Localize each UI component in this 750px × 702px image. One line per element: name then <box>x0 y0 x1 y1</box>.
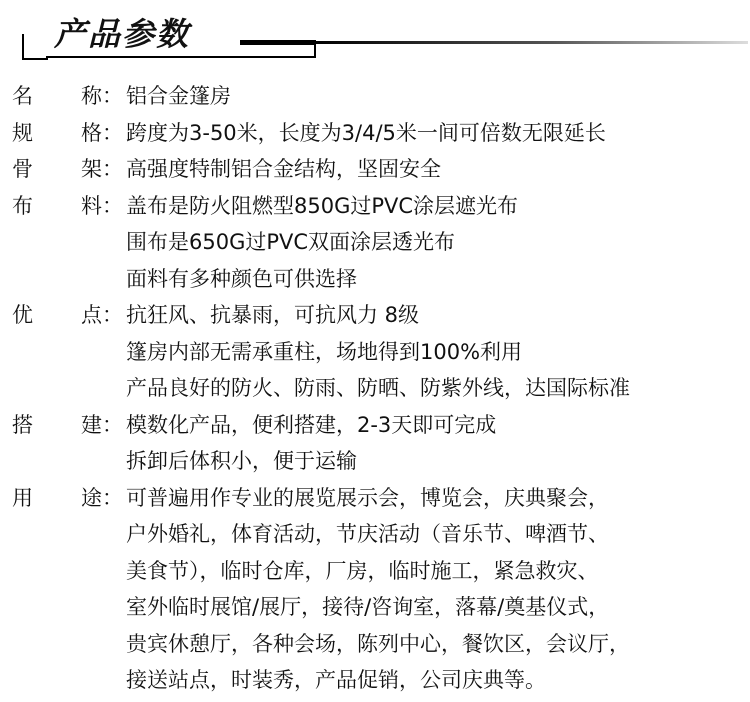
spec-label <box>12 115 102 152</box>
spec-colon: ： <box>102 193 123 218</box>
spec-colon: ： <box>102 120 123 145</box>
spec-value-line: 拆卸后体积小，便于运输 <box>126 449 357 473</box>
spec-label <box>12 151 102 188</box>
spec-value-line: 产品良好的防火、防雨、防晒、防紫外线，达国际标准 <box>126 376 630 400</box>
spec-colon: ： <box>102 485 123 510</box>
spec-value-line: 美食节），临时仓库，厂房，临时施工，紧急救灾、 <box>126 558 599 583</box>
spec-value-line: 户外婚礼，体育活动，节庆活动（音乐节、啤酒节、 <box>126 522 609 546</box>
spec-value <box>126 115 606 152</box>
spec-row <box>0 115 750 152</box>
spec-value-line: 跨度为3-50米，长度为3/4/5米一间可倍数无限延长 <box>126 120 606 145</box>
spec-value-line: 面料有多种颜色可供选择 <box>126 266 357 291</box>
spec-label-char: 称 <box>81 84 102 108</box>
spec-label <box>12 297 102 334</box>
spec-value-line: 可普遍用作专业的展览展示会，博览会，庆典聚会， <box>126 485 609 510</box>
header-gradient-line <box>316 41 748 44</box>
spec-label-char: 规 <box>12 120 33 145</box>
spec-colon: ： <box>102 157 123 181</box>
spec-value-line: 室外临时展馆/展厅，接待/咨询室，落幕/奠基仪式， <box>126 595 610 619</box>
spec-label-char: 优 <box>12 303 33 327</box>
spec-label-char: 点 <box>81 303 102 327</box>
spec-colon: ： <box>102 412 123 437</box>
spec-value <box>126 297 630 407</box>
spec-label-char: 骨 <box>12 157 33 181</box>
spec-label-char: 料 <box>81 193 102 218</box>
spec-row <box>0 480 750 699</box>
spec-row <box>0 297 750 407</box>
spec-label-char: 架 <box>81 157 102 181</box>
spec-value-line: 接送站点，时装秀，产品促销，公司庆典等。 <box>126 668 546 692</box>
spec-row <box>0 151 750 188</box>
spec-value-line: 抗狂风、抗暴雨，可抗风力 8级 <box>126 303 420 327</box>
spec-value-line: 篷房内部无需承重柱，场地得到100%利用 <box>126 339 523 364</box>
spec-label <box>12 78 102 115</box>
header-bracket-decoration <box>22 34 48 60</box>
spec-row <box>0 407 750 480</box>
spec-value-line: 围布是650G过PVC双面涂层透光布 <box>126 230 456 254</box>
header-divider-post <box>314 42 316 58</box>
spec-label-char: 格 <box>81 120 102 145</box>
spec-label <box>12 480 102 517</box>
spec-label-char: 布 <box>12 193 33 218</box>
spec-label <box>12 407 102 444</box>
spec-label-char: 建 <box>81 412 102 437</box>
spec-label-char: 名 <box>12 84 33 108</box>
section-header <box>0 0 750 70</box>
spec-row <box>0 78 750 115</box>
spec-value-line: 盖布是防火阻燃型850G过PVC涂层遮光布 <box>126 193 519 218</box>
section-title: 产品参数 <box>54 15 191 53</box>
header-thick-bar <box>240 40 316 45</box>
spec-value <box>126 407 496 480</box>
spec-value-line: 贵宾休憩厅，各种会场，陈列中心，餐饮区，会议厅， <box>126 631 630 656</box>
spec-value <box>126 78 231 115</box>
spec-colon: ： <box>102 84 123 108</box>
spec-value <box>126 151 441 188</box>
spec-label-char: 用 <box>12 485 33 510</box>
spec-label <box>12 188 102 225</box>
spec-value-line: 高强度特制铝合金结构，坚固安全 <box>126 157 441 181</box>
spec-value <box>126 188 518 298</box>
spec-list <box>0 78 750 699</box>
spec-label-char: 途 <box>81 485 102 510</box>
spec-colon: ： <box>102 303 123 327</box>
spec-row <box>0 188 750 298</box>
spec-value-line: 模数化产品，便利搭建，2-3天即可完成 <box>126 412 497 437</box>
spec-value <box>126 480 630 699</box>
spec-value-line: 铝合金篷房 <box>126 84 231 108</box>
header-underline <box>46 56 316 58</box>
spec-label-char: 搭 <box>12 412 33 437</box>
